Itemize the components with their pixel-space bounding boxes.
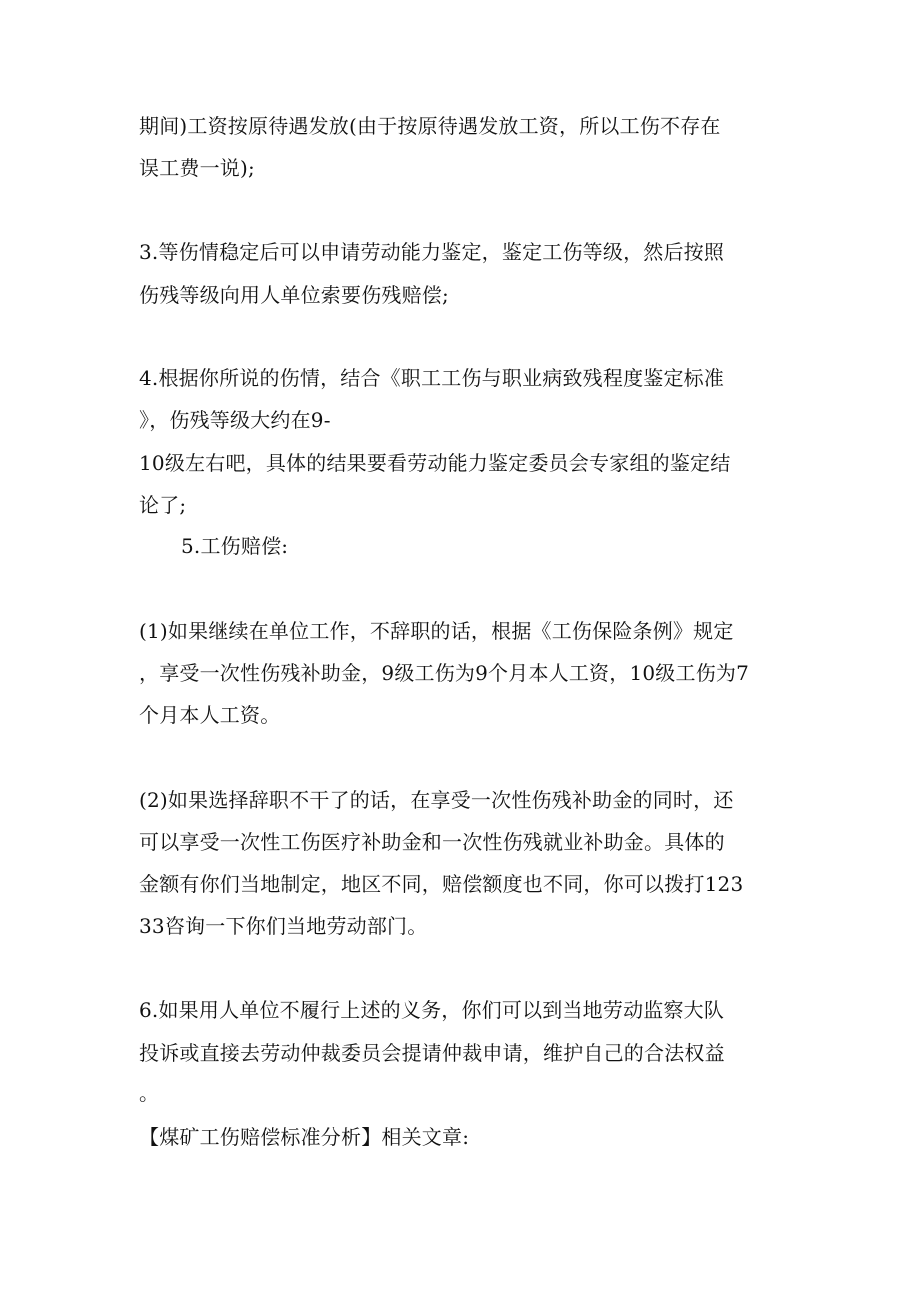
paragraph-line: 误工费一说); [139, 156, 255, 180]
paragraph-line: 4.根据你所说的伤情，结合《职工工伤与职业病致残程度鉴定标准 [139, 366, 725, 390]
related-articles-heading: 【煤矿工伤赔偿标准分析】相关文章: [139, 1125, 470, 1149]
paragraph-line: 》，伤残等级大约在9- [139, 408, 331, 432]
paragraph-line: (1)如果继续在单位工作，不辞职的话，根据《工伤保险条例》规定 [139, 619, 734, 643]
paragraph-line: 可以享受一次性工伤医疗补助金和一次性伤残就业补助金。具体的 [139, 830, 725, 854]
paragraph-line: 个月本人工资。 [139, 703, 281, 727]
paragraph-line: ，享受一次性伤残补助金，9级工伤为9个月本人工资，10级工伤为7 [139, 661, 750, 685]
paragraph-line: 。 [139, 1081, 160, 1105]
paragraph-line: 33咨询一下你们当地劳动部门。 [139, 914, 428, 938]
paragraph-line: 10级左右吧，具体的结果要看劳动能力鉴定委员会专家组的鉴定结 [139, 451, 731, 475]
paragraph-line: 期间)工资按原待遇发放(由于按原待遇发放工资，所以工伤不存在 [139, 114, 721, 138]
paragraph-line: (2)如果选择辞职不干了的话，在享受一次性伤残补助金的同时，还 [139, 788, 734, 812]
section-heading: 5.工伤赔偿: [181, 534, 289, 558]
paragraph-line: 3.等伤情稳定后可以申请劳动能力鉴定，鉴定工伤等级，然后按照 [139, 240, 725, 264]
paragraph-line: 6.如果用人单位不履行上述的义务，你们可以到当地劳动监察大队 [139, 998, 725, 1022]
paragraph-line: 论了; [139, 493, 187, 517]
paragraph-line: 投诉或直接去劳动仲裁委员会提请仲裁申请，维护自己的合法权益 [139, 1041, 725, 1065]
paragraph-line: 伤残等级向用人单位索要伤残赔偿; [139, 283, 449, 307]
paragraph-line: 金额有你们当地制定，地区不同，赔偿额度也不同，你可以拨打123 [139, 872, 744, 896]
